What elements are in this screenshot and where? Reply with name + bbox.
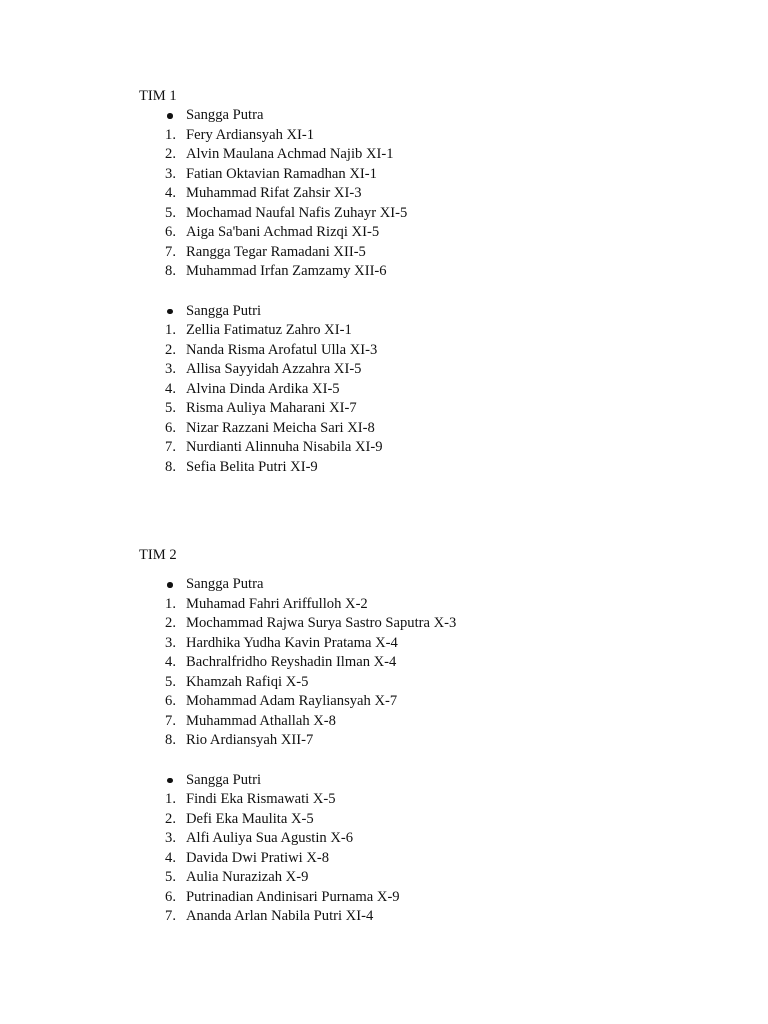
list-number: 2. xyxy=(165,146,176,162)
member-name: Nanda Risma Arofatul Ulla XI-3 xyxy=(186,341,378,358)
list-number: 5. xyxy=(165,204,176,221)
list-number: 1. xyxy=(165,322,176,338)
member-name: Zellia Fatimatuz Zahro XI-1 xyxy=(186,322,352,338)
list-number: 2. xyxy=(165,810,176,827)
group-heading: Sangga Putra xyxy=(186,107,264,123)
member-name: Alvin Maulana Achmad Najib XI-1 xyxy=(186,146,394,162)
list-number: 1. xyxy=(165,126,176,143)
team-section-1 xyxy=(139,86,699,477)
member-name: Findi Eka Rismawati X-5 xyxy=(186,791,336,807)
list-number: 6. xyxy=(165,224,176,240)
member-name: Putrinadian Andinisari Purnama X-9 xyxy=(186,888,400,905)
member-name: Bachralfridho Reyshadin Ilman X-4 xyxy=(186,654,397,670)
member-name: Alfi Auliya Sua Agustin X-6 xyxy=(186,830,354,846)
list-number: 4. xyxy=(165,185,176,201)
member-name: Sefia Belita Putri XI-9 xyxy=(186,458,318,475)
list-item xyxy=(139,145,699,165)
group-heading: Sangga Putri xyxy=(186,302,261,319)
list-number: 7. xyxy=(165,908,176,924)
list-item xyxy=(139,634,699,654)
member-name: Hardhika Yudha Kavin Pratama X-4 xyxy=(186,634,398,651)
list-number: 6. xyxy=(165,419,176,436)
list-item xyxy=(139,360,699,380)
group-sangga-putri xyxy=(139,771,699,927)
list-number: 8. xyxy=(165,732,176,748)
list-number: 6. xyxy=(165,693,176,709)
list-item xyxy=(139,868,699,888)
list-number: 2. xyxy=(165,341,176,358)
member-name: Allisa Sayyidah Azzahra XI-5 xyxy=(186,361,362,377)
member-name: Khamzah Rafiqi X-5 xyxy=(186,673,309,690)
list-item xyxy=(139,692,699,712)
list-number: 3. xyxy=(165,165,176,182)
team-section-2 xyxy=(139,545,699,927)
group-heading: Sangga Putri xyxy=(186,771,261,788)
group-heading-row xyxy=(139,771,699,791)
team-title: TIM 2 xyxy=(139,547,177,563)
bullet-icon xyxy=(167,582,173,588)
list-item xyxy=(139,165,699,185)
group-heading-row xyxy=(139,106,699,126)
list-number: 3. xyxy=(165,634,176,651)
list-item xyxy=(139,438,699,458)
group-heading: Sangga Putra xyxy=(186,576,264,592)
list-item xyxy=(139,399,699,419)
list-item xyxy=(139,888,699,908)
member-name: Davida Dwi Pratiwi X-8 xyxy=(186,849,330,866)
list-number: 8. xyxy=(165,458,176,475)
list-item xyxy=(139,380,699,400)
list-item xyxy=(139,243,699,263)
list-item xyxy=(139,790,699,810)
list-number: 8. xyxy=(165,263,176,279)
list-number: 4. xyxy=(165,654,176,670)
group-heading-row xyxy=(139,575,699,595)
member-name: Defi Eka Maulita X-5 xyxy=(186,810,314,827)
member-name: Ananda Arlan Nabila Putri XI-4 xyxy=(186,908,374,924)
list-item xyxy=(139,419,699,439)
list-number: 7. xyxy=(165,243,176,260)
member-name: Rangga Tegar Ramadani XII-5 xyxy=(186,243,366,260)
member-name: Nizar Razzani Meicha Sari XI-8 xyxy=(186,419,375,436)
member-name: Fatian Oktavian Ramadhan XI-1 xyxy=(186,165,377,182)
list-item xyxy=(139,849,699,869)
team-title: TIM 1 xyxy=(139,88,177,104)
list-number: 5. xyxy=(165,869,176,885)
member-name: Risma Auliya Maharani XI-7 xyxy=(186,400,357,416)
list-item xyxy=(139,810,699,830)
list-item xyxy=(139,595,699,615)
member-name: Mohammad Adam Rayliansyah X-7 xyxy=(186,693,398,709)
bullet-icon xyxy=(167,113,173,119)
list-item xyxy=(139,126,699,146)
list-number: 3. xyxy=(165,361,176,377)
list-item xyxy=(139,712,699,732)
list-item xyxy=(139,614,699,634)
list-item xyxy=(139,184,699,204)
member-name: Muhammad Rifat Zahsir XI-3 xyxy=(186,185,362,201)
list-number: 3. xyxy=(165,830,176,846)
list-item xyxy=(139,829,699,849)
bullet-icon xyxy=(167,309,173,315)
member-name: Alvina Dinda Ardika XI-5 xyxy=(186,380,340,397)
list-item xyxy=(139,321,699,341)
list-number: 4. xyxy=(165,849,176,866)
list-number: 4. xyxy=(165,380,176,397)
list-item xyxy=(139,262,699,282)
list-item xyxy=(139,223,699,243)
list-item xyxy=(139,907,699,927)
member-name: Fery Ardiansyah XI-1 xyxy=(186,126,315,143)
list-item xyxy=(139,673,699,693)
bullet-icon xyxy=(167,778,173,784)
list-number: 7. xyxy=(165,712,176,729)
member-name: Aiga Sa'bani Achmad Rizqi XI-5 xyxy=(186,224,380,240)
member-name: Muhamad Fahri Ariffulloh X-2 xyxy=(186,595,368,612)
member-name: Rio Ardiansyah XII-7 xyxy=(186,732,314,748)
group-sangga-putra xyxy=(139,575,699,751)
member-name: Muhammad Irfan Zamzamy XII-6 xyxy=(186,263,387,279)
list-item xyxy=(139,458,699,478)
list-number: 6. xyxy=(165,888,176,905)
member-name: Muhammad Athallah X-8 xyxy=(186,712,336,729)
group-heading-row xyxy=(139,302,699,322)
member-name: Mochamad Naufal Nafis Zuhayr XI-5 xyxy=(186,204,408,221)
list-number: 1. xyxy=(165,791,176,807)
list-number: 5. xyxy=(165,400,176,416)
list-item xyxy=(139,653,699,673)
list-number: 1. xyxy=(165,595,176,612)
member-name: Nurdianti Alinnuha Nisabila XI-9 xyxy=(186,439,383,455)
list-item xyxy=(139,731,699,751)
group-sangga-putra xyxy=(139,106,699,282)
member-name: Mochammad Rajwa Surya Sastro Saputra X-3 xyxy=(186,615,457,631)
list-number: 2. xyxy=(165,615,176,631)
list-number: 5. xyxy=(165,673,176,690)
group-sangga-putri xyxy=(139,302,699,478)
list-item xyxy=(139,341,699,361)
list-number: 7. xyxy=(165,439,176,455)
list-item xyxy=(139,204,699,224)
member-name: Aulia Nurazizah X-9 xyxy=(186,869,309,885)
